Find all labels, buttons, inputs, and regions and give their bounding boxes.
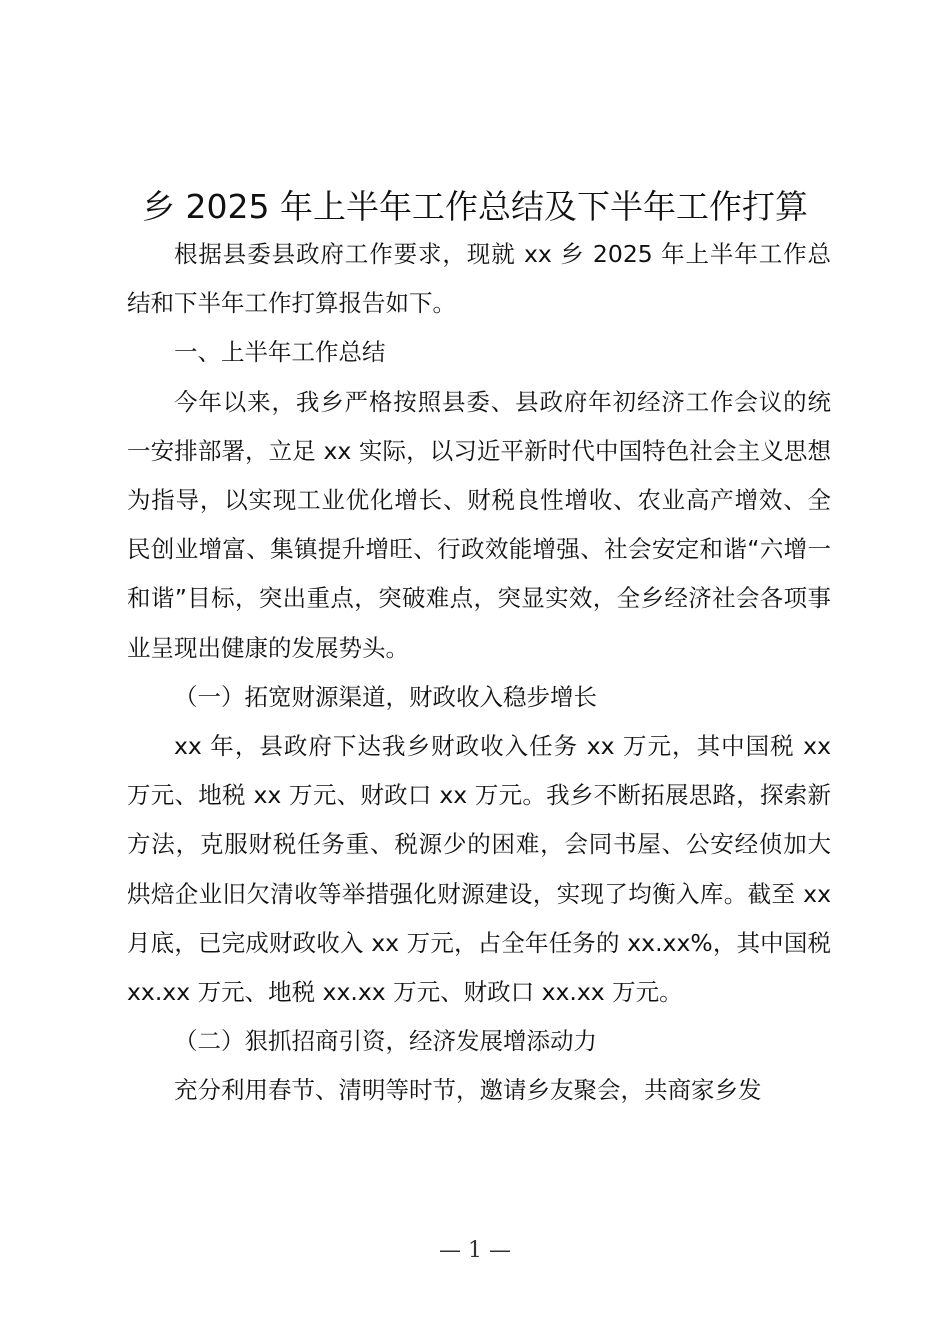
page-number: — 1 — bbox=[439, 1238, 511, 1263]
document-title: 乡 2025 年上半年工作总结及下半年工作打算 bbox=[142, 187, 808, 226]
investment-paragraph: 充分利用春节、清明等时节，邀请乡友聚会，共商家乡发 bbox=[174, 1076, 762, 1105]
document-body bbox=[127, 230, 831, 1116]
subsection-heading-2: （二）狠抓招商引资，经济发展增添动力 bbox=[174, 1027, 597, 1056]
summary-paragraph: 今年以来，我乡严格按照县委、县政府年初经济工作会议的统一安排部署，立足 xx 实际，以习近平新时代中国特色社会主义思想为指导，以实现工业优化增长、财税良性增收、农业高产增效、全民创业增富、集镇提升增旺、行政效能增强、社会安定和谐“六增一和谐”目标，突出重点，突破难点，突显实效，全乡经济社会各项事业呈现出健康的发展势头。 bbox=[127, 387, 831, 662]
intro-paragraph: 根据县委县政府工作要求，现就 xx 乡 2025 年上半年工作总结和下半年工作打算报告如下。 bbox=[127, 240, 831, 318]
section-heading-1: 一、上半年工作总结 bbox=[174, 338, 386, 367]
finance-paragraph: xx 年，县政府下达我乡财政收入任务 xx 万元，其中国税 xx 万元、地税 xx 万元、财政口 xx 万元。我乡不断拓展思路，探索新方法，克服财税任务重、税源少的困难，会同书屋、公安经侦加大烘焙企业旧欠清收等举措强化财源建设，实现了均衡入库。截至 xx 月底，已完成财政收入 xx 万元，占全年任务的 xx.xx%，其中国税 xx.xx 万元、地税 xx.xx 万元、财政口 xx.xx 万元。 bbox=[127, 732, 831, 1007]
subsection-heading-1: （一）拓宽财源渠道，财政收入稳步增长 bbox=[174, 682, 597, 711]
